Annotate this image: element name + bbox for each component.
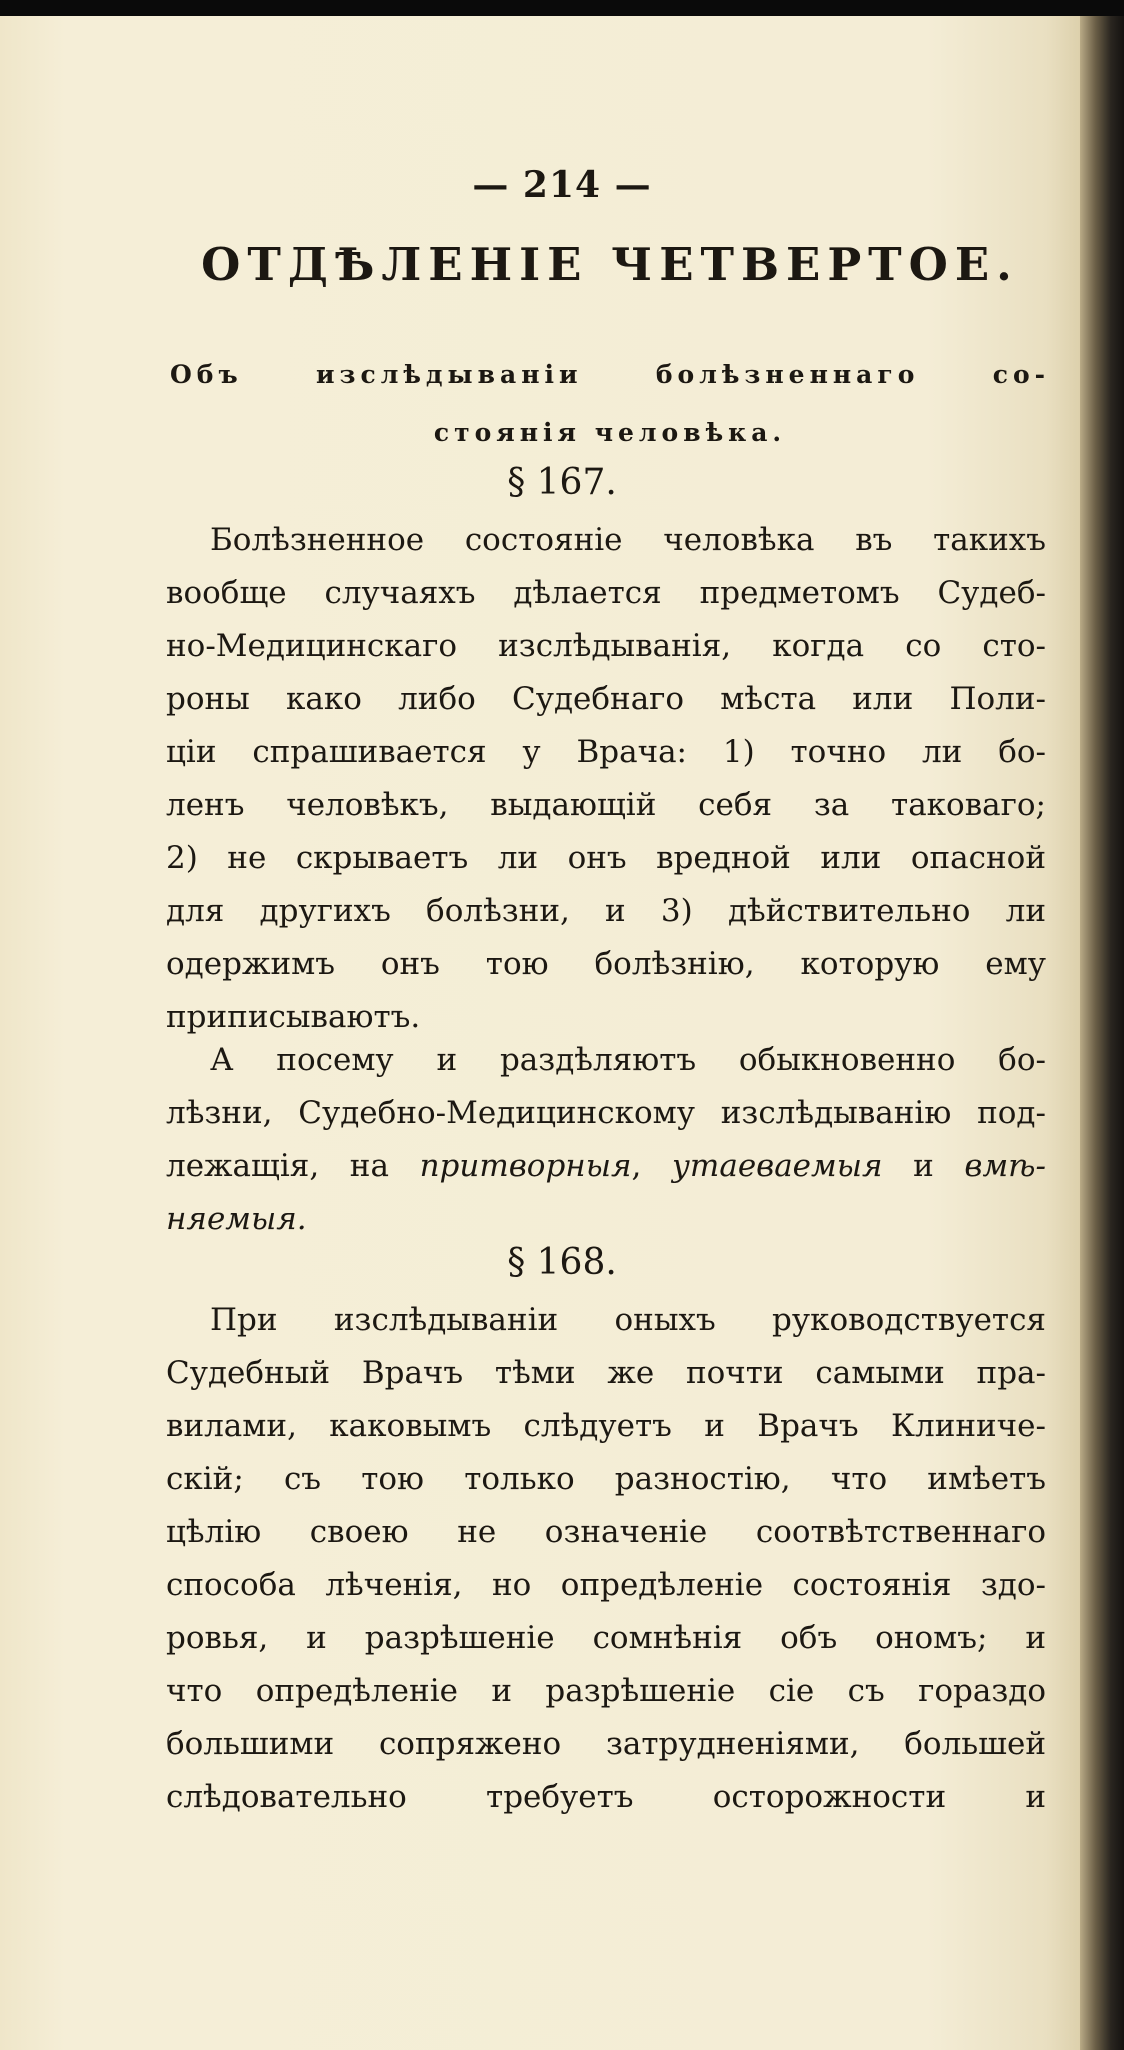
text-line bbox=[166, 1193, 1046, 1246]
text-line: ровья, и разрѣшеніе сомнѣнія объ ономъ; и bbox=[166, 1620, 1046, 1656]
text-line: одержимъ онъ тою болѣзнію, которую ему bbox=[166, 946, 1046, 982]
top-dark-edge bbox=[0, 0, 1124, 16]
paragraph-167-block-2 bbox=[166, 1034, 1046, 1246]
page-number: — 214 — bbox=[472, 164, 652, 206]
text-line: А посему и раздѣляютъ обыкновенно бо- bbox=[210, 1042, 1046, 1078]
text-run: , bbox=[631, 1148, 672, 1184]
text-line: приписываютъ. bbox=[166, 999, 421, 1035]
text-line: Болѣзненное состояніе человѣка въ такихъ bbox=[210, 522, 1046, 558]
text-line: для другихъ болѣзни, и 3) дѣйствительно ли bbox=[166, 893, 1046, 929]
paragraph-sign-167: § 167. bbox=[507, 462, 617, 503]
text-run: лежащія, на bbox=[166, 1148, 420, 1184]
page-gutter-shadow bbox=[1080, 16, 1124, 2050]
text-line: цѣлію своею не означеніе соотвѣтственнаго bbox=[166, 1514, 1046, 1550]
paragraph-167-block-1 bbox=[166, 514, 1046, 1044]
text-line: большими сопряжено затрудненіями, большей bbox=[166, 1726, 1046, 1762]
text-line: скій; съ тою только разностію, что имѣетъ bbox=[166, 1461, 1046, 1497]
section-subtitle bbox=[170, 346, 1050, 462]
italic-term: вмѣ- bbox=[964, 1148, 1046, 1184]
text-line: лѣзни, Судебно-Медицинскому изслѣдыванію под- bbox=[166, 1095, 1046, 1131]
text-line-with-italics bbox=[166, 1140, 1046, 1193]
text-line: но-Медицинскаго изслѣдыванія, когда со сто- bbox=[166, 628, 1046, 664]
text-line: ленъ человѣкъ, выдающій себя за таковаго; bbox=[166, 787, 1046, 823]
text-line: что опредѣленіе и разрѣшеніе сіе съ гораздо bbox=[166, 1673, 1046, 1709]
text-line: ціи спрашивается у Врача: 1) точно ли бо- bbox=[166, 734, 1046, 770]
italic-term: притворныя bbox=[419, 1148, 632, 1184]
text-run: и bbox=[882, 1148, 965, 1184]
text-line: слѣдовательно требуетъ осторожности и bbox=[166, 1779, 1046, 1815]
text-line: роны како либо Судебнаго мѣста или Поли- bbox=[166, 681, 1046, 717]
subtitle-line: стоянія человѣка. bbox=[433, 418, 787, 447]
text-line: способа лѣченія, но опредѣленіе состоянія здо- bbox=[166, 1567, 1046, 1603]
text-line: Судебный Врачъ тѣми же почти самыми пра- bbox=[166, 1355, 1046, 1391]
text-line: вилами, каковымъ слѣдуетъ и Врачъ Клиниче- bbox=[166, 1408, 1046, 1444]
text-line: При изслѣдываніи оныхъ руководствуется bbox=[210, 1302, 1046, 1338]
paragraph-sign-168: § 168. bbox=[507, 1242, 617, 1283]
section-title: ОТДѢЛЕНІЕ ЧЕТВЕРТОЕ. bbox=[201, 238, 1019, 291]
subtitle-line: Объ изслѣдываніи болѣзненнаго со- bbox=[170, 360, 1050, 389]
text-line: 2) не скрываетъ ли онъ вредной или опасной bbox=[166, 840, 1046, 876]
paragraph-168-block-1 bbox=[166, 1294, 1046, 1824]
italic-term: няемыя. bbox=[166, 1201, 307, 1237]
italic-term: утаеваемыя bbox=[671, 1148, 883, 1184]
text-line: вообще случаяхъ дѣлается предметомъ Судеб- bbox=[166, 575, 1046, 611]
